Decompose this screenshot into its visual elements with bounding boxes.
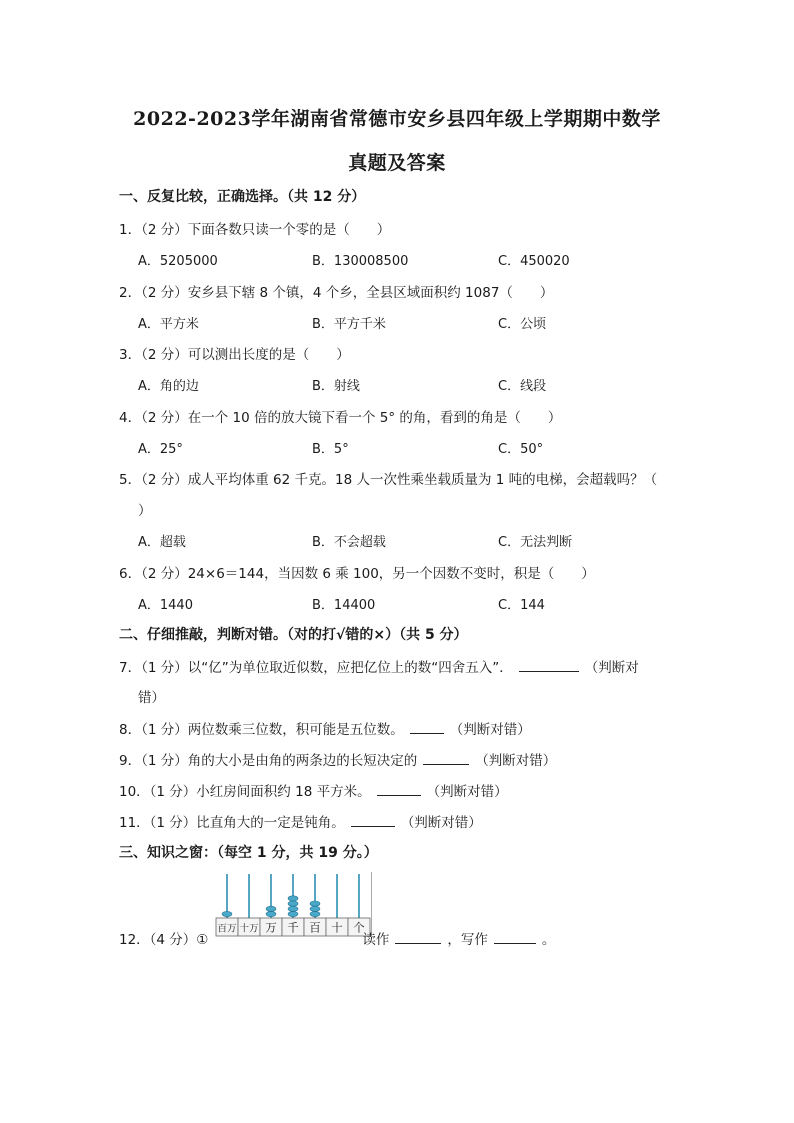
section-3-heading: 三、知识之窗：（每空 1 分，共 19 分。） xyxy=(119,845,378,861)
document-title-line1: 2022-2023学年湖南省常德市安乡县四年级上学期期中数学 xyxy=(133,108,661,130)
question-8-stem: 8．（1 分）两位数乘三位数，积可能是五位数。 xyxy=(119,722,404,738)
abacus-bead xyxy=(310,911,320,916)
abacus-place-label: 千 xyxy=(287,920,299,935)
abacus-place-label: 个 xyxy=(353,920,365,935)
question-7-tail: （判断对 xyxy=(584,660,639,676)
question-9-stem: 9．（1 分）角的大小是由角的两条边的长短决定的 xyxy=(119,753,418,769)
question-7-continued: 错） xyxy=(138,690,165,706)
question-11 xyxy=(119,811,482,831)
abacus-place-label: 十万 xyxy=(239,923,259,935)
question-2: 2．（2 分）安乡县下辖 8 个镇，4 个乡，全县区域面积约 1087（ ） xyxy=(119,285,554,301)
q3-option-b: B．射线 xyxy=(312,379,360,394)
q4-option-c: C．50° xyxy=(498,442,544,457)
question-9-tail: （判断对错） xyxy=(475,753,557,769)
q1-option-b: B．130008500 xyxy=(312,254,409,269)
abacus-bead xyxy=(288,911,298,916)
question-7-stem: 7．（1 分）以“亿”为单位取近似数，应把亿位上的数“四舍五入”． xyxy=(119,660,513,676)
question-1: 1．（2 分）下面各数只读一个零的是（ ） xyxy=(119,222,391,238)
section-1-heading: 一、反复比较，正确选择。（共 12 分） xyxy=(119,189,366,205)
question-9 xyxy=(119,749,556,769)
question-12-read-label: 读作 xyxy=(362,932,390,948)
document-title-line2: 真题及答案 xyxy=(348,152,446,174)
q6-option-c: C．144 xyxy=(498,598,545,613)
question-6: 6．（2 分）24×6＝144，当因数 6 乘 100，另一个因数不变时，积是（ ） xyxy=(119,566,595,582)
answer-blank[interactable] xyxy=(423,763,469,765)
q6-option-a: A．1440 xyxy=(138,598,193,613)
question-8-tail: （判断对错） xyxy=(449,722,531,738)
question-12-prefix: 12．（4 分）① xyxy=(119,932,209,948)
abacus-bead xyxy=(288,906,298,911)
question-10 xyxy=(119,780,508,800)
q1-option-c: C．450020 xyxy=(498,254,570,269)
q5-option-a: A．超载 xyxy=(138,535,186,550)
q2-option-a: A．平方米 xyxy=(138,317,199,332)
question-12 xyxy=(119,928,555,948)
abacus-bead xyxy=(222,911,232,916)
abacus-place-label: 万 xyxy=(265,920,277,935)
write-answer-blank[interactable] xyxy=(494,942,536,944)
abacus-bead xyxy=(266,911,276,916)
q1-option-a: A．5205000 xyxy=(138,254,218,269)
question-12-end: 。 xyxy=(541,932,556,948)
question-5-continued: ） xyxy=(138,503,152,519)
answer-blank[interactable] xyxy=(377,794,421,796)
question-12-write-label: ，写作 xyxy=(447,932,488,948)
abacus-bead xyxy=(288,896,298,901)
question-10-stem: 10．（1 分）小红房间面积约 18 平方米。 xyxy=(119,784,371,800)
q2-option-b: B．平方千米 xyxy=(312,317,386,332)
q3-option-c: C．线段 xyxy=(498,379,547,394)
question-7 xyxy=(119,656,639,676)
question-10-tail: （判断对错） xyxy=(426,784,508,800)
abacus-bead xyxy=(266,906,276,911)
abacus-place-label: 百 xyxy=(309,920,321,935)
abacus-place-label: 百万 xyxy=(217,923,237,935)
q5-option-b: B．不会超载 xyxy=(312,535,386,550)
abacus-place-label: 十 xyxy=(331,920,343,935)
question-11-tail: （判断对错） xyxy=(400,815,482,831)
question-3: 3．（2 分）可以测出长度的是（ ） xyxy=(119,347,350,363)
q4-option-b: B．5° xyxy=(312,442,349,457)
section-2-heading: 二、仔细推敲，判断对错。（对的打√错的×）（共 5 分） xyxy=(119,627,468,643)
q5-option-c: C．无法判断 xyxy=(498,535,573,550)
abacus-bead xyxy=(288,901,298,906)
q6-option-b: B．14400 xyxy=(312,598,376,613)
answer-blank[interactable] xyxy=(410,732,444,734)
abacus-bead xyxy=(310,906,320,911)
answer-blank[interactable] xyxy=(519,670,579,672)
question-11-stem: 11．（1 分）比直角大的一定是钝角。 xyxy=(119,815,345,831)
q4-option-a: A．25° xyxy=(138,442,183,457)
read-answer-blank[interactable] xyxy=(395,942,441,944)
question-8 xyxy=(119,718,531,738)
question-5: 5．（2 分）成人平均体重 62 千克。18 人一次性乘坐载质量为 1 吨的电梯，会超载吗？（ xyxy=(119,472,658,488)
q3-option-a: A．角的边 xyxy=(138,379,199,394)
answer-blank[interactable] xyxy=(351,825,395,827)
abacus-bead xyxy=(310,901,320,906)
q2-option-c: C．公顷 xyxy=(498,317,547,332)
question-4: 4．（2 分）在一个 10 倍的放大镜下看一个 5° 的角，看到的角是（ ） xyxy=(119,410,562,426)
